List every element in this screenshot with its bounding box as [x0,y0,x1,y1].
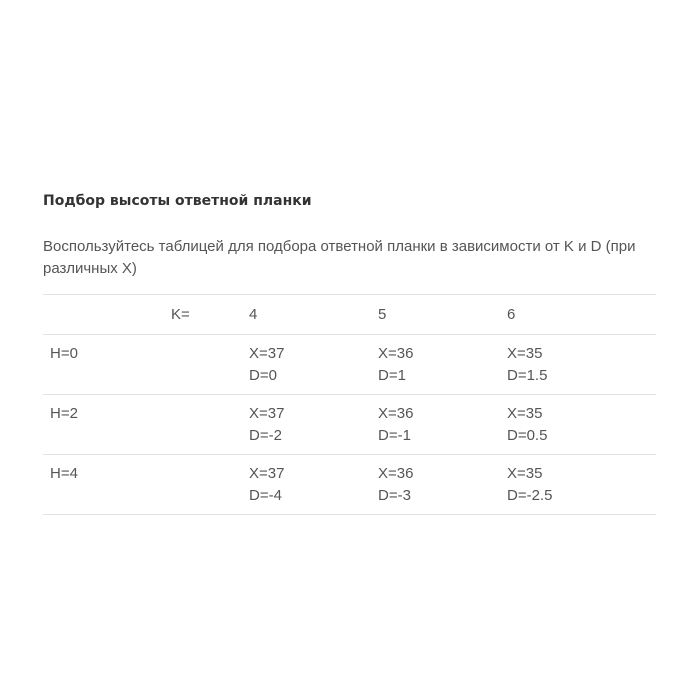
table-cell [378,395,507,455]
table-cell [378,335,507,395]
header-k-value: 5 [378,295,507,335]
x-value: X=37 [249,345,285,362]
row-h-label: H=4 [43,455,171,515]
content-section [43,190,656,515]
row-spacer-cell [171,395,249,455]
row-h-label: H=0 [43,335,171,395]
header-k-value: 4 [249,295,378,335]
x-value: X=36 [378,345,414,362]
d-value: D=-3 [378,487,411,504]
table-row [43,455,656,515]
d-value: D=-2 [249,427,282,444]
table-cell [249,335,378,395]
header-k-label: K= [171,295,249,335]
d-value: D=-2.5 [507,487,553,504]
x-value: X=36 [378,405,414,422]
x-value: X=35 [507,465,543,482]
row-spacer-cell [171,335,249,395]
row-spacer-cell [171,455,249,515]
x-value: X=35 [507,405,543,422]
x-value: X=35 [507,345,543,362]
strike-plate-table [43,294,656,515]
table-cell [249,455,378,515]
x-value: X=36 [378,465,414,482]
d-value: D=1 [378,367,406,384]
section-title: Подбор высоты ответной планки [43,193,312,209]
d-value: D=0 [249,367,277,384]
table-cell [507,335,656,395]
d-value: D=-1 [378,427,411,444]
header-empty-cell [43,295,171,335]
table-row [43,395,656,455]
row-h-label: H=2 [43,395,171,455]
table-cell [507,455,656,515]
table-cell [378,455,507,515]
x-value: X=37 [249,405,285,422]
section-description: Воспользуйтесь таблицей для подбора ответной планки в зависимости от K и D (при различных X) [43,238,636,277]
d-value: D=-4 [249,487,282,504]
x-value: X=37 [249,465,285,482]
d-value: D=0.5 [507,427,548,444]
header-k-value: 6 [507,295,656,335]
d-value: D=1.5 [507,367,548,384]
table-header-row [43,295,656,335]
table-cell [249,395,378,455]
table-row [43,335,656,395]
table-cell [507,395,656,455]
